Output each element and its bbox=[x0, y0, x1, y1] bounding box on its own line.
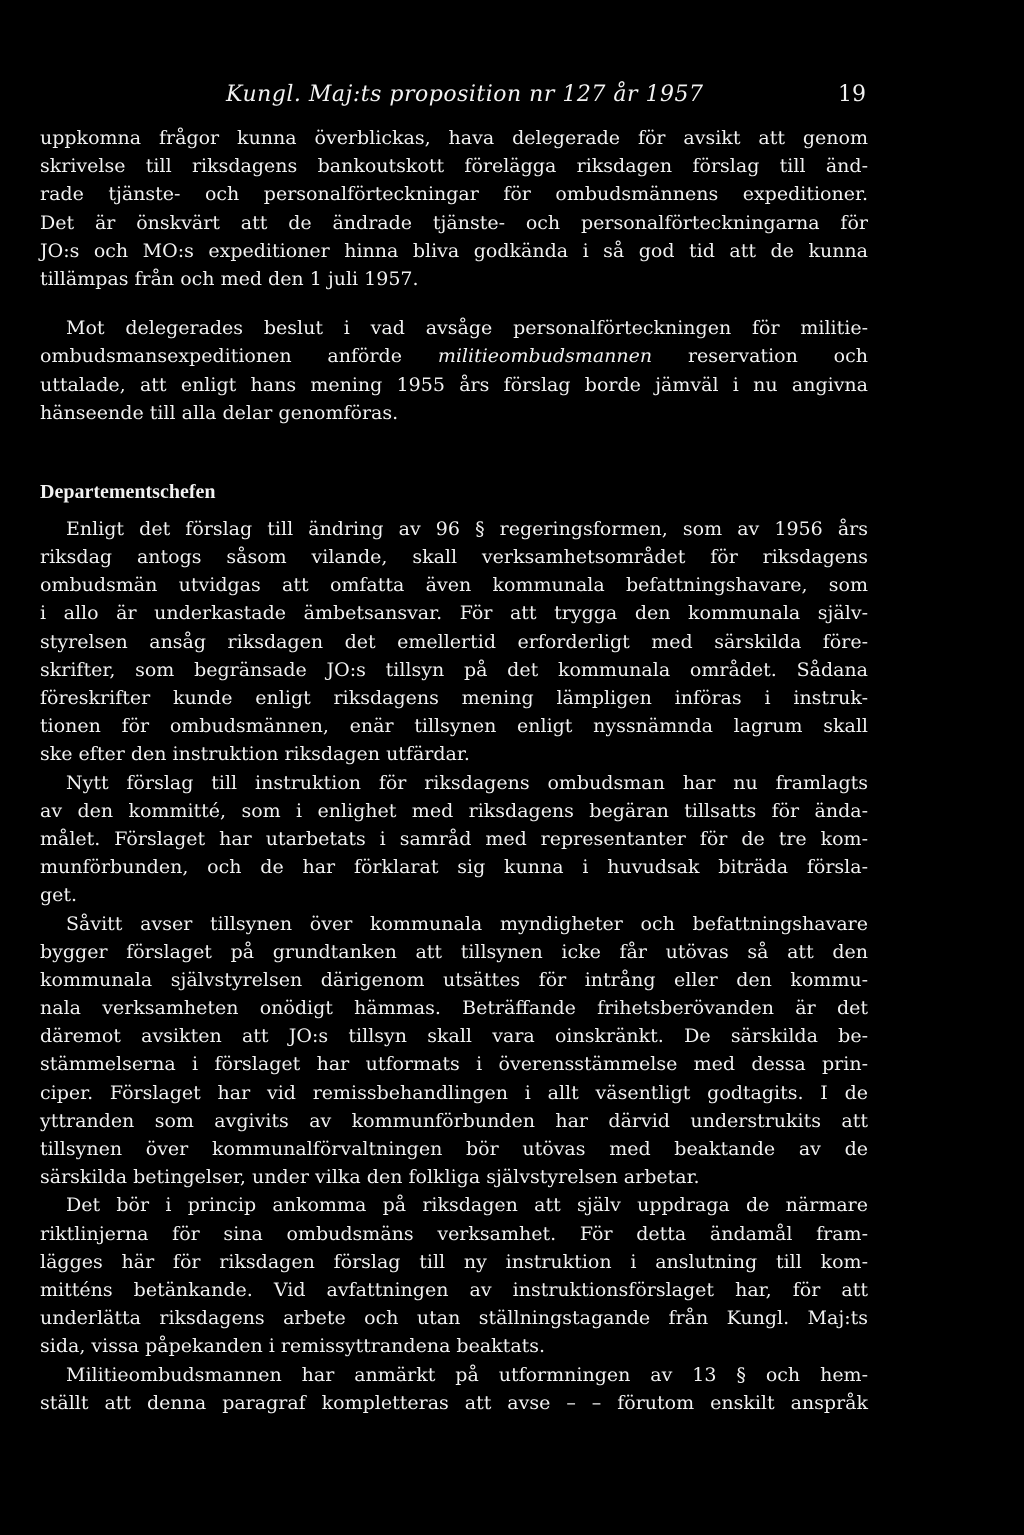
text-line: i allo är underkastade ämbetsansvar. För att trygga den kommunala själv- bbox=[40, 602, 868, 625]
text-line: Militieombudsmannen har anmärkt på utformningen av 13 § och hem- bbox=[66, 1363, 868, 1386]
text-line: rade tjänste- och personalförteckningar för ombudsmännens expeditioner. bbox=[40, 183, 868, 206]
text-line: Såvitt avser tillsynen över kommunala myndigheter och befattningshavare bbox=[66, 912, 868, 935]
text-line: Det är önskvärt att de ändrade tjänste- och personalförteckningarna för bbox=[40, 211, 868, 234]
text-line: däremot avsikten att JO:s tillsyn skall vara oinskränkt. De särskilda be- bbox=[40, 1025, 868, 1048]
text-line: av den kommitté, som i enlighet med riksdagens begäran tillsatts för ända- bbox=[40, 799, 868, 822]
text-line: bygger förslaget på grundtanken att tillsynen icke får utövas så att den bbox=[40, 940, 868, 963]
text-segment: reservation och bbox=[652, 345, 868, 368]
section-heading: Departementschefen bbox=[40, 480, 216, 503]
text-line: Enligt det förslag till ändring av 96 § regeringsformen, som av 1956 års bbox=[66, 517, 868, 540]
text-line: särskilda betingelser, under vilka den folkliga självstyrelsen arbetar. bbox=[40, 1166, 700, 1189]
body-text bbox=[40, 124, 868, 1417]
page-number: 19 bbox=[838, 82, 866, 107]
text-line: ombudsmän utvidgas att omfatta även kommunala befattningshavare, som bbox=[40, 574, 868, 597]
text-line: Det bör i princip ankomma på riksdagen att själv uppdraga de närmare bbox=[66, 1194, 868, 1217]
text-line: ställt att denna paragraf kompletteras att avse – – förutom enskilt anspråk bbox=[40, 1391, 868, 1414]
text-line: föreskrifter kunde enligt riksdagens mening lämpligen införas i instruk- bbox=[40, 687, 868, 709]
text-line: uppkomna frågor kunna överblickas, hava delegerade för avsikt att genom bbox=[40, 127, 868, 149]
text-line: tillämpas från och med den 1 juli 1957. bbox=[40, 267, 419, 290]
text-line: tillsynen över kommunalförvaltningen bör utövas med beaktande av de bbox=[40, 1138, 868, 1160]
text-line: styrelsen ansåg riksdagen det emellertid erforderligt med särskilda före- bbox=[40, 630, 868, 653]
text-line: kommunala självstyrelsen därigenom utsättes för intrång eller den kommu- bbox=[40, 968, 868, 991]
document-page bbox=[40, 82, 868, 1417]
text-line: JO:s och MO:s expeditioner hinna bliva godkända i så god tid att de kunna bbox=[40, 239, 868, 262]
text-line: munförbunden, och de har förklarat sig kunna i huvudsak biträda försla- bbox=[40, 856, 868, 879]
text-line: Nytt förslag till instruktion för riksdagens ombudsman har nu framlagts bbox=[66, 771, 868, 794]
text-line: riksdag antogs såsom vilande, skall verksamhetsområdet för riksdagens bbox=[40, 546, 868, 569]
text-line: lägges här för riksdagen förslag till ny instruktion i anslutning till kom- bbox=[40, 1250, 868, 1273]
header-title: Kungl. Maj:ts proposition nr 127 år 1957 bbox=[226, 82, 704, 107]
text-line: underlätta riksdagens arbete och utan ställningstagande från Kungl. Maj:ts bbox=[40, 1307, 868, 1330]
running-header bbox=[40, 82, 868, 118]
text-line: nala verksamheten onödigt hämmas. Beträffande frihetsberövanden är det bbox=[40, 997, 868, 1020]
text-line: ciper. Förslaget har vid remissbehandlingen i allt väsentligt godtagits. I de bbox=[40, 1081, 868, 1104]
text-line: sida, vissa påpekanden i remissyttrandena beaktats. bbox=[40, 1335, 546, 1358]
text-line bbox=[40, 342, 868, 370]
text-line: mitténs betänkande. Vid avfattningen av instruktionsförslaget har, för att bbox=[40, 1278, 868, 1301]
text-line: målet. Förslaget har utarbetats i samråd med representanter för de tre kom- bbox=[40, 827, 868, 850]
paragraph-2 bbox=[40, 314, 868, 427]
text-line: riktlinjerna för sina ombudsmäns verksamhet. För detta ändamål fram- bbox=[40, 1222, 868, 1245]
text-line: hänseende till alla delar genomföras. bbox=[40, 401, 399, 424]
text-line: skrifter, som begränsade JO:s tillsyn på det kommunala området. Sådana bbox=[40, 658, 868, 681]
text-line: ske efter den instruktion riksdagen utfärdar. bbox=[40, 743, 470, 766]
text-line: tionen för ombudsmännen, enär tillsynen enligt nyssnämnda lagrum skall bbox=[40, 715, 868, 738]
text-line: uttalade, att enligt hans mening 1955 års förslag borde jämväl i nu angivna bbox=[40, 373, 868, 396]
text-line: get. bbox=[40, 884, 78, 907]
paragraph-1 bbox=[40, 124, 868, 293]
text-segment: ombudsmansexpeditionen anförde bbox=[40, 345, 438, 368]
text-line: yttranden som avgivits av kommunförbunden har därvid understrukits att bbox=[40, 1109, 868, 1132]
text-line: stämmelserna i förslaget har utformats i överensstämmelse med dessa prin- bbox=[40, 1053, 868, 1076]
text-line: Mot delegerades beslut i vad avsåge personalförteckningen för militie- bbox=[66, 317, 868, 340]
section-body bbox=[40, 515, 868, 1417]
text-line: skrivelse till riksdagens bankoutskott förelägga riksdagen förslag till änd- bbox=[40, 155, 868, 178]
emphasized-term: militieombudsmannen bbox=[437, 345, 653, 368]
